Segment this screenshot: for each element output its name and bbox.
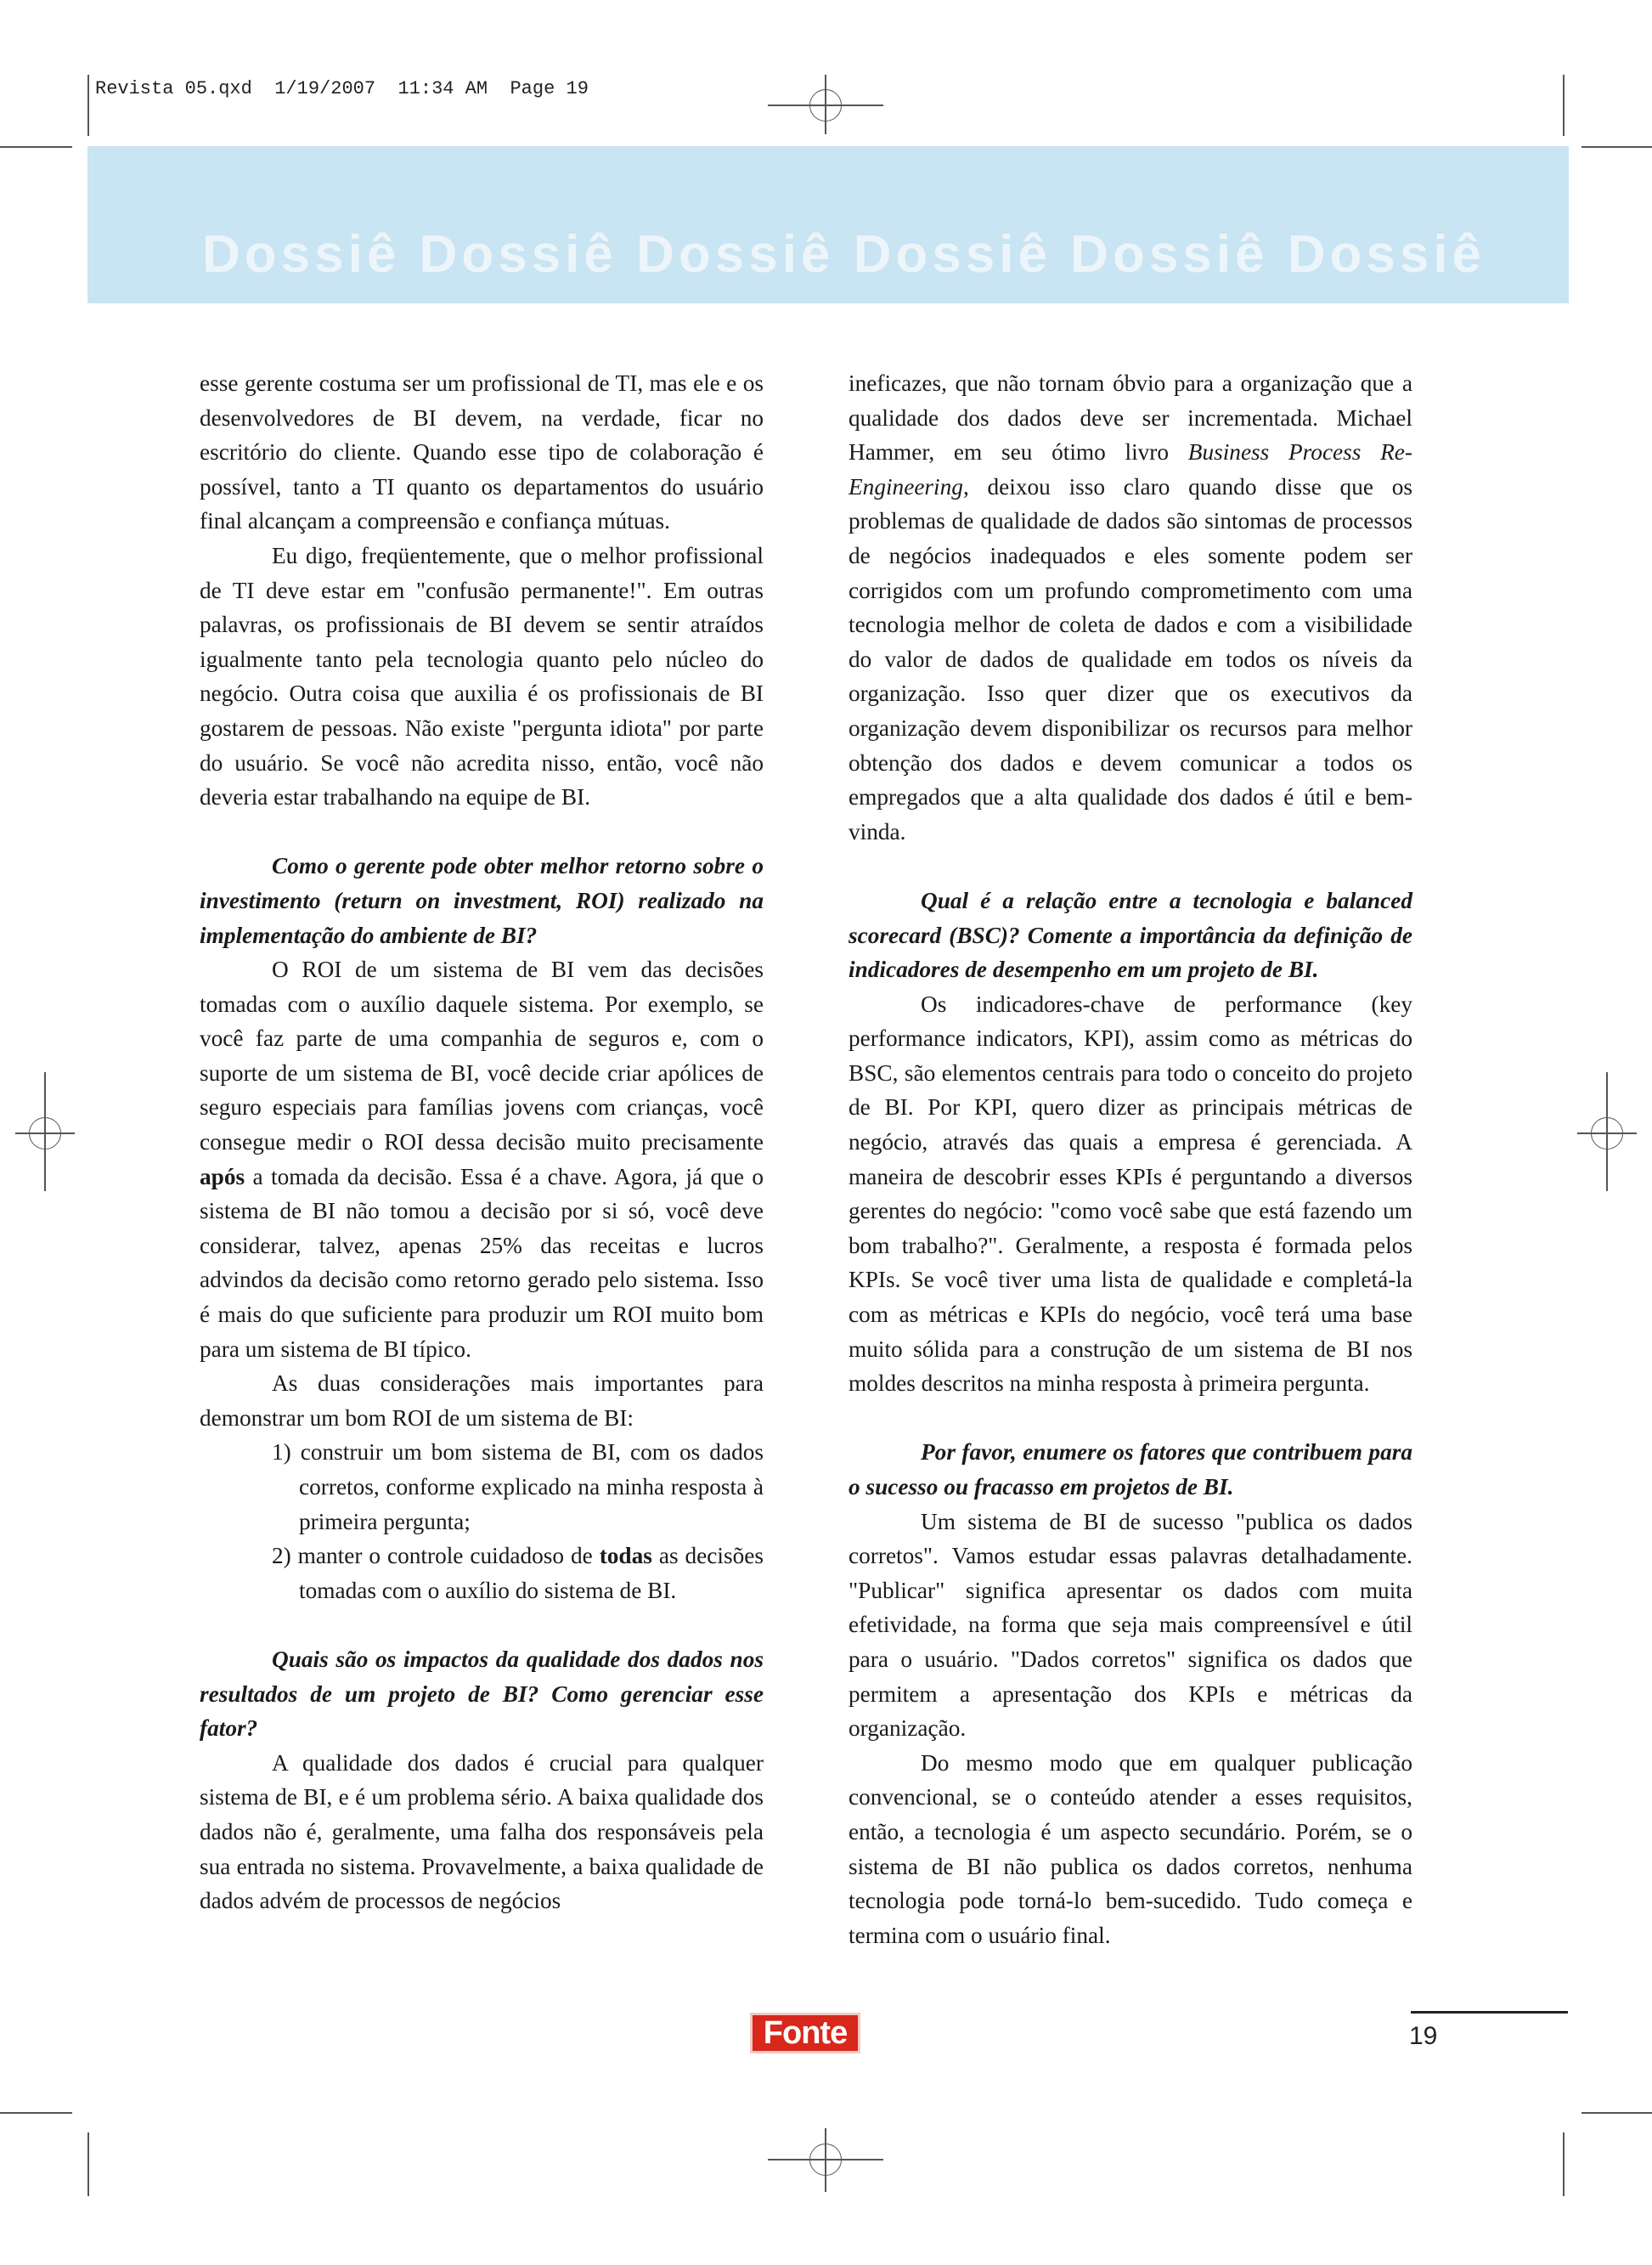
print-slug: Revista 05.qxd 1/19/2007 11:34 AM Page 19 xyxy=(95,78,589,99)
numbered-list xyxy=(200,1435,764,1607)
paragraph: Do mesmo modo que em qualquer publicação convencional, se o conteúdo atender a esses requisitos, então, a tecnologia é um aspecto secundário. Porém, se o sistema de BI não publica os dados corretos, nenhuma tecnologia pode torná-lo bem-sucedido. Tudo começa e termina com o usuário final. xyxy=(849,1749,1412,1948)
crop-mark xyxy=(0,146,72,148)
list-item: 1) construir um bom sistema de BI, com os dados corretos, conforme explicado na minha resposta à primeira pergunta; xyxy=(272,1439,764,1534)
registration-mark xyxy=(809,2144,842,2176)
left-column xyxy=(200,366,764,1918)
book-title: Business Process Re-Engineering xyxy=(849,439,1413,500)
text-run: a tomada da decisão. Essa é a chave. Agora, já que o sistema de BI não tomou a decisão por si só, você deve considerar, talvez, apenas 25% das receitas e lucros advindos da decisão como retorno gerado pelo sistema. Isso é mais do que suficiente para produzir um ROI muito bom para um sistema de BI típico. xyxy=(200,1163,764,1362)
registration-mark xyxy=(1591,1117,1623,1149)
question-heading: Como o gerente pode obter melhor retorno sobre o investimento (return on investment, ROI) realizado na implementação do ambiente de BI? xyxy=(200,853,764,948)
paragraph: Um sistema de BI de sucesso "publica os dados corretos". Vamos estudar essas palavras detalhadamente. "Publicar" significa apresentar os dados com muita efetividade, na forma que seja mais compreensível e útil para o usuário. "Dados corretos" significa os dados que permitem a apresentação dos KPIs e métricas da organização. xyxy=(849,1508,1412,1742)
paragraph: Os indicadores-chave de performance (key performance indicators, KPI), assim como as métricas do BSC, são elementos centrais para todo o conceito do projeto de BI. Por KPI, quero dizer as principais métricas de negócio, através das quais a empresa é gerenciada. A maneira de descobrir esses KPIs é perguntando a diversos gerentes do negócio: "como você sabe que está fazendo um bom trabalho?". Geralmente, a resposta é formada pelos KPIs. Se você tiver uma lista de qualidade e completá-la com as métricas e KPIs do negócio, você terá uma base muito sólida para a construção de um sistema de BI nos moldes descritos na minha resposta à primeira pergunta. xyxy=(849,991,1412,1397)
text-run: O ROI de um sistema de BI vem das decisões tomadas com o auxílio daquele sistema. Por exemplo, se você faz parte de uma companhia de seguros e, com o suporte de um sistema de BI, você decide criar apólices de seguro especiais para famílias jovens com crianças, você consegue medir o ROI dessa decisão muito precisamente xyxy=(200,957,764,1155)
section-header-band xyxy=(87,146,1569,303)
crop-mark xyxy=(87,75,89,136)
text-run: as decisões tomadas com o auxílio do sistema de BI. xyxy=(299,1543,764,1603)
crop-mark xyxy=(1563,2132,1565,2196)
text-run: , deixou isso claro quando disse que os problemas de qualidade de dados são sintomas de processos de negócios inadequados e eles somente podem ser corrigidos com um profundo comprometimento com uma tecnologia melhor de coleta de dados e com a visibilidade do valor de dados de qualidade em todos os níveis da organização. Isso quer dizer que os executivos da organização devem disponibilizar os recursos para melhor obtenção dos dados e devem comunicar a todos os empregados que a alta qualidade dos dados é útil e bem-vinda. xyxy=(849,473,1412,844)
list-item xyxy=(200,1539,764,1607)
question-heading: Quais são os impactos da qualidade dos dados nos resultados de um projeto de BI? Como gerenciar esse fator? xyxy=(200,1646,764,1742)
crop-mark xyxy=(0,2112,72,2114)
paragraph: A qualidade dos dados é crucial para qualquer sistema de BI, e é um problema sério. A baixa qualidade dos dados não é, geralmente, uma falha dos responsáveis pela sua entrada no sistema. Provavelmente, a baixa qualidade de dados advém de processos de negócios xyxy=(200,1749,764,1914)
question-heading: Qual é a relação entre a tecnologia e balanced scorecard (BSC)? Comente a importância da definição de indicadores de desempenho em um projeto de BI. xyxy=(849,887,1412,983)
crop-mark xyxy=(1582,2112,1652,2114)
fonte-logo: Fonte xyxy=(750,2013,860,2053)
right-column xyxy=(849,366,1412,1952)
page-number-rule xyxy=(1411,2011,1568,2014)
text-run: 2) manter o controle cuidadoso de xyxy=(272,1543,593,1569)
crop-mark xyxy=(1582,146,1652,148)
paragraph: As duas considerações mais importantes para demonstrar um bom ROI de um sistema de BI: xyxy=(200,1370,764,1431)
emphasis: todas xyxy=(599,1543,652,1569)
crop-mark xyxy=(1563,75,1565,136)
section-title: Dossiê Dossiê Dossiê Dossiê Dossiê Dossiê xyxy=(202,225,1486,284)
paragraph: esse gerente costuma ser um profissional de TI, mas ele e os desenvolvedores de BI devem, na verdade, ficar no escritório do cliente. Quando esse tipo de colaboração é possível, tanto a TI quanto os departamentos do usuário final alcançam a compreensão e confiança mútuas. xyxy=(200,370,764,534)
paragraph xyxy=(200,952,764,1366)
paragraph xyxy=(849,366,1412,849)
text-run: ineficazes, que não tornam óbvio para a organização que a qualidade dos dados deve ser incrementada. Michael Hammer, em seu ótimo livro xyxy=(849,370,1412,466)
registration-mark xyxy=(809,89,842,121)
paragraph: Eu digo, freqüentemente, que o melhor profissional de TI deve estar em "confusão permanente!". Em outras palavras, os profissionais de BI devem se sentir atraídos igualmente tanto pela tecnologia quanto pelo núcleo do negócio. Outra coisa que auxilia é os profissionais de BI gostarem de pessoas. Não existe "pergunta idiota" por parte do usuário. Se você não acredita nisso, então, você não deveria estar trabalhando na equipe de BI. xyxy=(200,542,764,811)
question-heading: Por favor, enumere os fatores que contribuem para o sucesso ou fracasso em projetos de BI. xyxy=(849,1439,1412,1500)
crop-mark xyxy=(87,2132,89,2196)
registration-mark xyxy=(29,1117,61,1149)
emphasis: após xyxy=(200,1163,245,1189)
page-number: 19 xyxy=(1409,2022,1438,2050)
